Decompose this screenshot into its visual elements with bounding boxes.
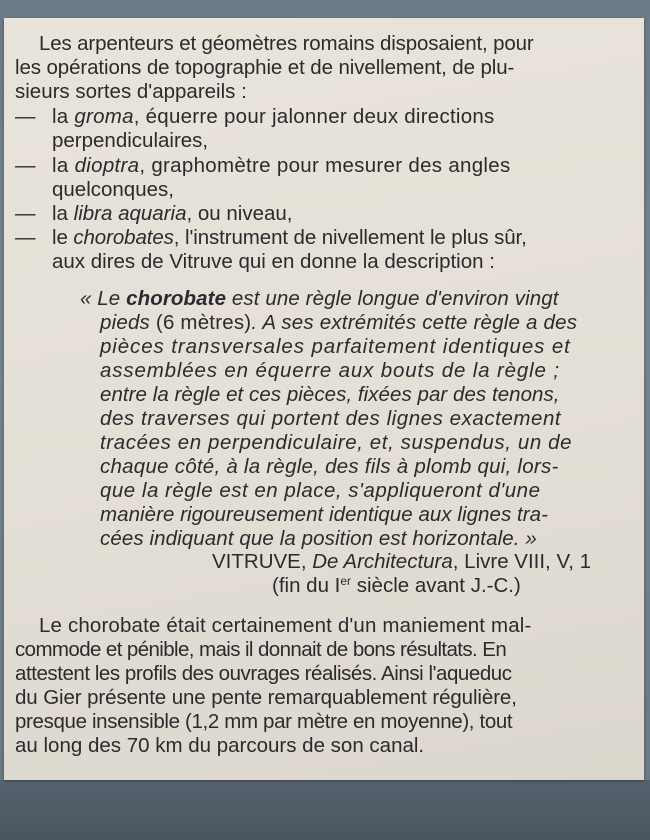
quote-line-10: manière rigoureusement identique aux lignes tra- — [100, 503, 548, 526]
intro-line-1: Les arpenteurs et géomètres romains disposaient, pour — [39, 32, 534, 55]
conclusion-line-5: presque insensible (1,2 mm par mètre en moyenne), tout — [15, 710, 513, 733]
conclusion-line-2: commode et pénible, mais il donnait de bons résultats. En — [15, 638, 507, 661]
list-item-chorobates: le chorobates, l'instrument de nivellement le plus sûr, — [52, 226, 527, 249]
list-item-chorobates-cont: aux dires de Vitruve qui en donne la description : — [52, 250, 495, 273]
list-item-groma-cont: perpendiculaires, — [52, 129, 209, 152]
list-item-dioptra-cont: quelconques, — [52, 178, 174, 201]
list-dash: — — [15, 202, 36, 225]
quote-line-11: cées indiquant que la position est horizontale. » — [100, 527, 537, 550]
quote-line-5: entre la règle et ces pièces, fixées par des tenons, — [100, 383, 560, 406]
intro-line-2: les opérations de topographie et de nivellement, de plu- — [15, 56, 515, 79]
conclusion-line-1: Le chorobate était certainement d'un maniement mal- — [39, 614, 532, 637]
quote-line-2: pieds (6 mètres). A ses extrémités cette règle a des — [100, 311, 578, 334]
museum-text-panel — [4, 18, 644, 780]
wall-background — [0, 780, 650, 840]
conclusion-line-3: attestent les profils des ouvrages réalisés. Ainsi l'aqueduc — [15, 662, 512, 685]
list-dash: — — [15, 105, 36, 128]
citation-date: (fin du Ier siècle avant J.-C.) — [272, 574, 521, 597]
list-dash: — — [15, 154, 36, 177]
list-item-libra: la libra aquaria, ou niveau, — [52, 202, 293, 225]
quote-line-7: tracées en perpendiculaire, et, suspendus, un de — [100, 431, 573, 454]
quote-line-8: chaque côté, à la règle, des fils à plomb qui, lors- — [100, 455, 559, 478]
citation-source: VITRUVE, De Architectura, Livre VIII, V, 1 — [212, 550, 592, 573]
quote-line-4: assemblées en équerre aux bouts de la règle ; — [100, 359, 560, 382]
quote-line-1: « Le chorobate est une règle longue d'environ vingt — [80, 287, 559, 310]
quote-line-6: des traverses qui portent des lignes exactement — [100, 407, 562, 430]
list-dash: — — [15, 226, 36, 249]
list-item-dioptra: la dioptra, graphomètre pour mesurer des angles — [52, 154, 511, 177]
conclusion-line-6: au long des 70 km du parcours de son canal. — [15, 734, 425, 757]
quote-line-3: pièces transversales parfaitement identiques et — [100, 335, 571, 358]
quote-line-9: que la règle est en place, s'appliqueront d'une — [100, 479, 541, 502]
list-item-groma: la groma, équerre pour jalonner deux directions — [52, 105, 495, 128]
conclusion-line-4: du Gier présente une pente remarquablement régulière, — [15, 686, 517, 709]
intro-line-3: sieurs sortes d'appareils : — [15, 80, 247, 103]
